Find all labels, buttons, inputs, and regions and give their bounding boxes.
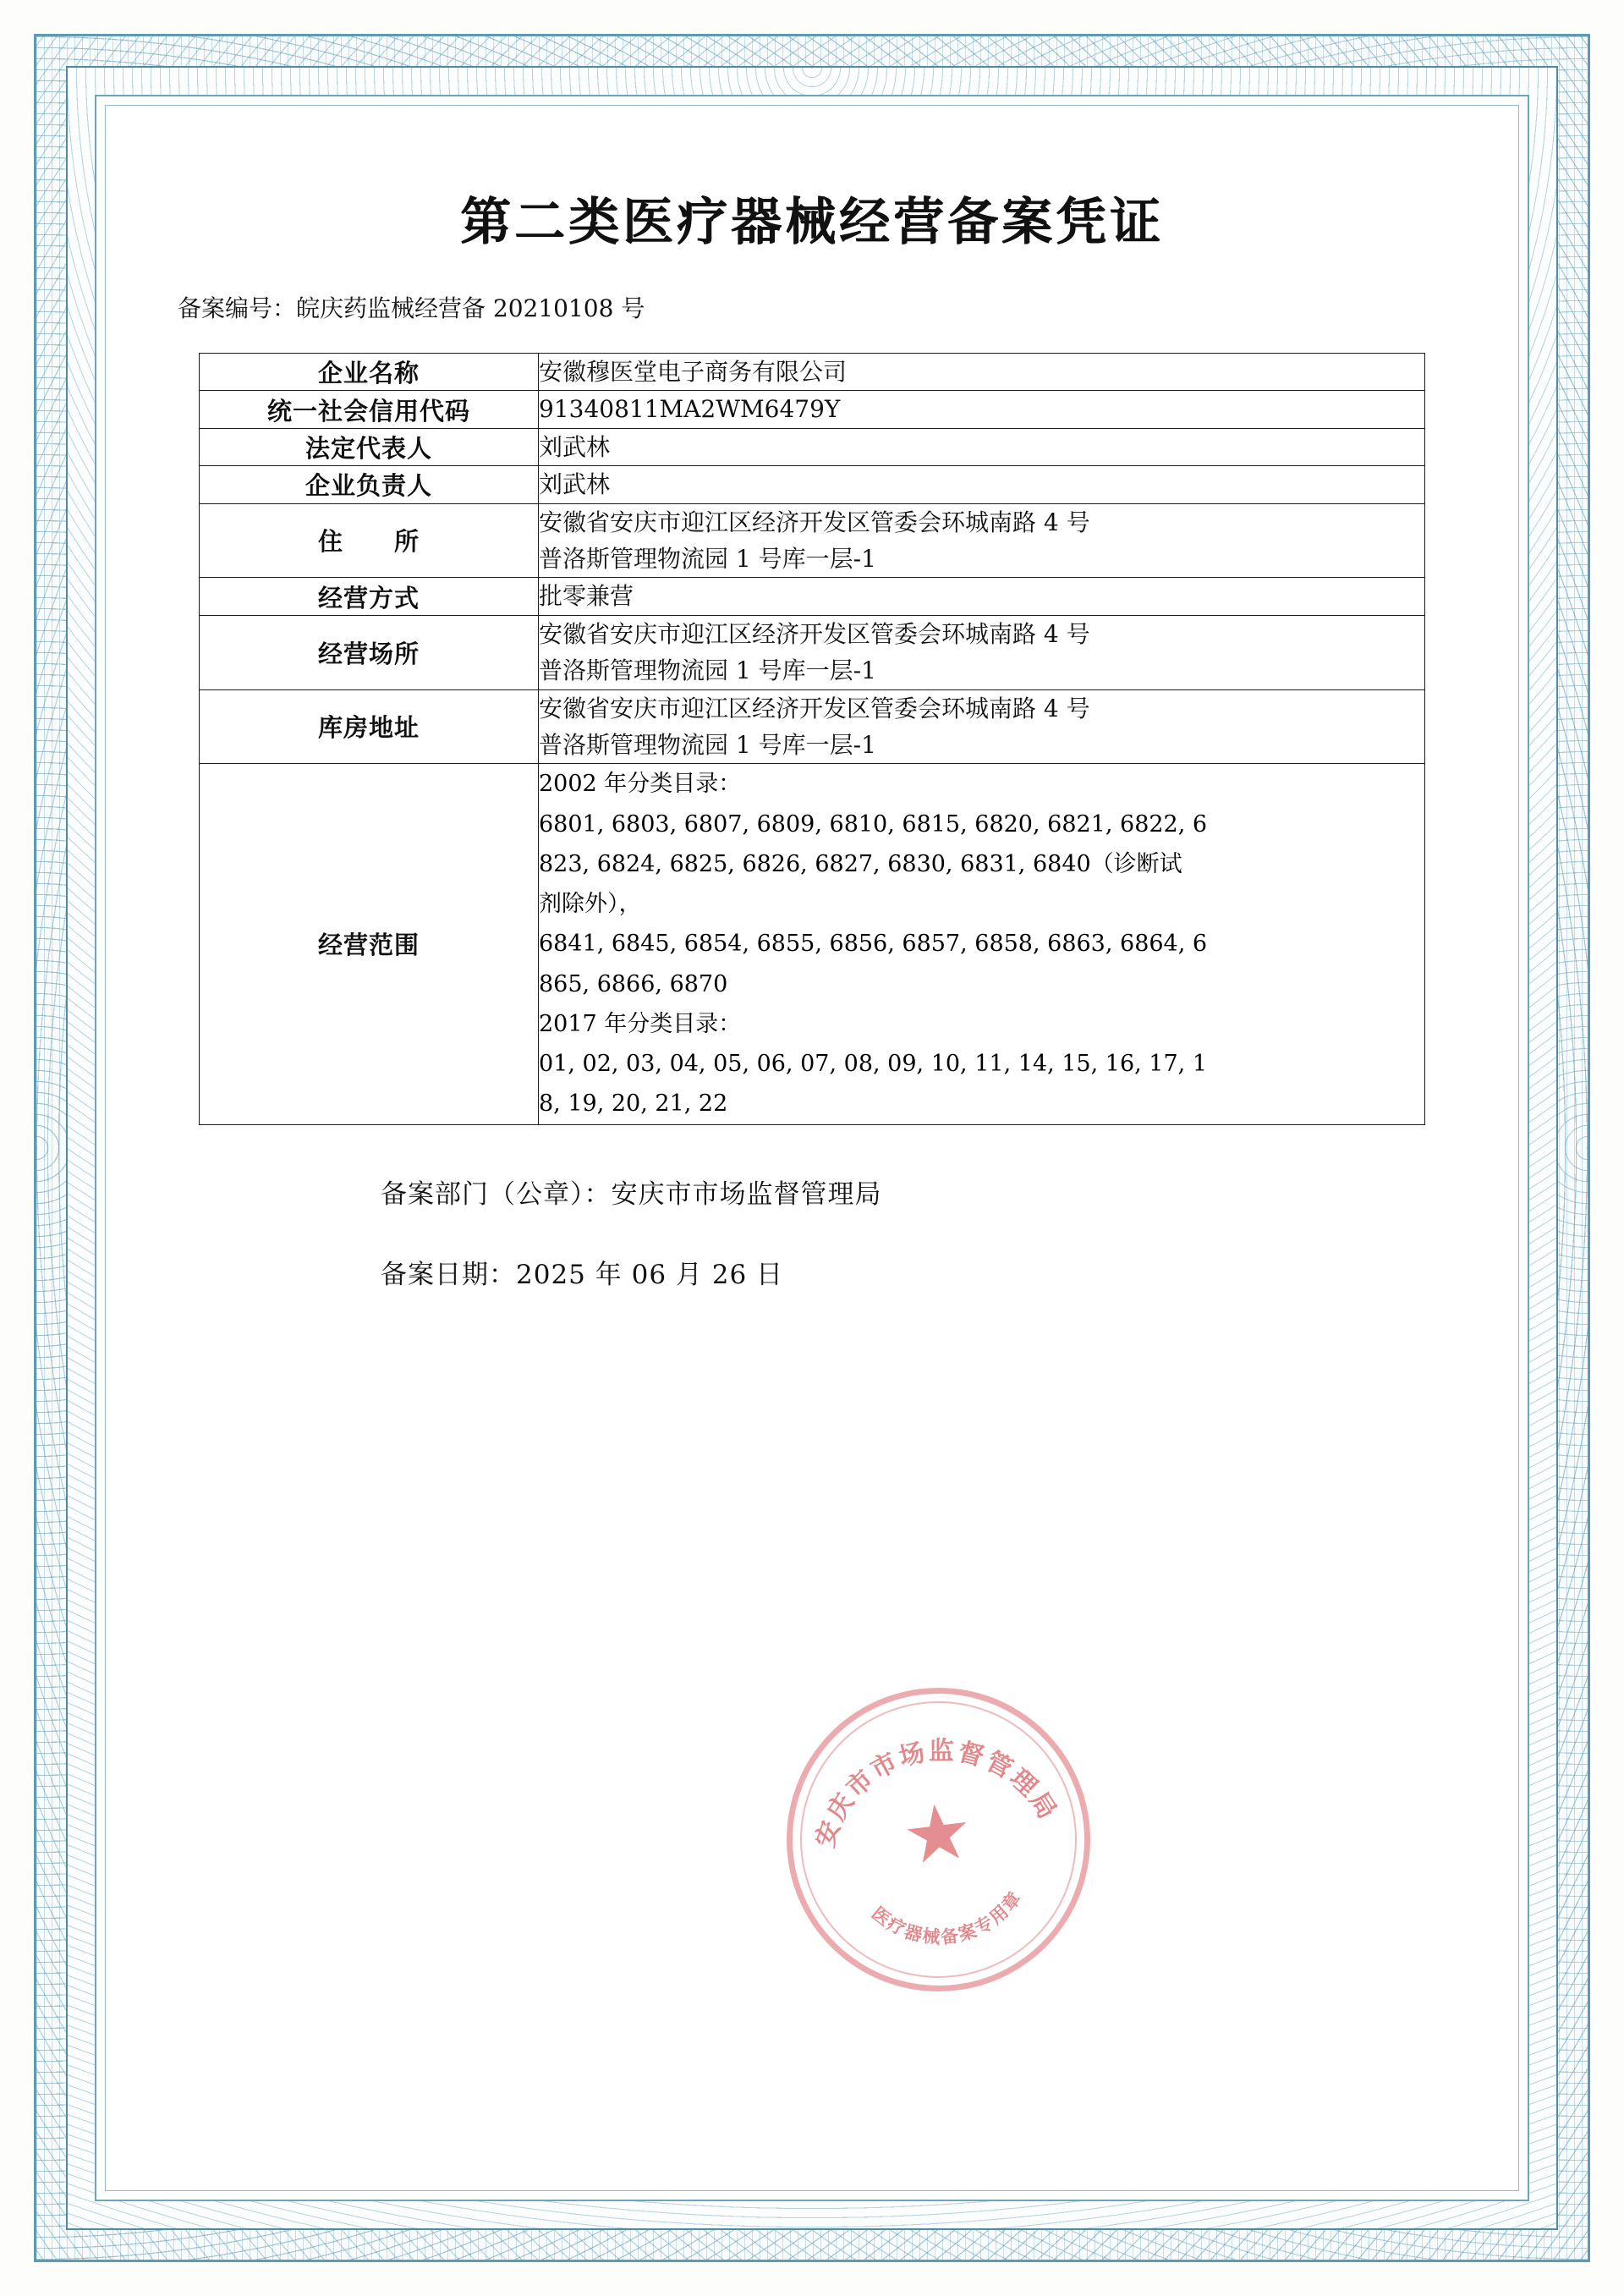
scope-line: 01, 02, 03, 04, 05, 06, 07, 08, 09, 10, 11, 14, 15, 16, 17, 1 <box>539 1051 1208 1078</box>
row-label-legal-representative: 法定代表人 <box>200 428 539 465</box>
seal-top-text-content: 安庆市市场监督管理局 <box>810 1736 1064 1851</box>
row-value-credit-code: 91340811MA2WM6479Y <box>539 391 1425 428</box>
warehouse-address-line-2: 普洛斯管理物流园 1 号库一层-1 <box>539 730 876 759</box>
seal-bottom-text-content: 医疗器械备案专用章 <box>868 1886 1027 1948</box>
row-label-residence: 住 所 <box>200 503 539 578</box>
scope-line: 2017 年分类目录： <box>539 1010 742 1037</box>
record-number-label: 备案编号： <box>178 294 297 322</box>
scope-line: 2002 年分类目录： <box>539 771 742 798</box>
row-label-business-premises: 经营场所 <box>200 615 539 689</box>
table-row <box>200 578 1425 615</box>
scope-line: 剂除外）， <box>539 891 642 918</box>
row-label-warehouse-address: 库房地址 <box>200 689 539 764</box>
warehouse-address-line-1: 安徽省安庆市迎江区经济开发区管委会环城南路 4 号 <box>539 694 1090 722</box>
business-premises-line-2: 普洛斯管理物流园 1 号库一层-1 <box>539 656 876 685</box>
row-value-legal-representative: 刘武林 <box>539 428 1425 465</box>
residence-line-1: 安徽省安庆市迎江区经济开发区管委会环城南路 4 号 <box>539 508 1090 536</box>
table-row <box>200 615 1425 689</box>
certificate-content <box>127 127 1497 2169</box>
page-title: 第二类医疗器械经营备案凭证 <box>460 193 1164 252</box>
row-value-business-premises <box>539 615 1425 689</box>
row-label-enterprise-manager: 企业负责人 <box>200 466 539 503</box>
certificate-footer <box>127 1173 1497 1291</box>
scope-line: 6801, 6803, 6807, 6809, 6810, 6815, 6820, 6821, 6822, 6 <box>539 810 1208 838</box>
scope-line: 6841, 6845, 6854, 6855, 6856, 6857, 6858, 6863, 6864, 6 <box>539 931 1208 958</box>
row-label-company-name: 企业名称 <box>200 354 539 391</box>
table-row <box>200 689 1425 764</box>
row-label-business-mode: 经营方式 <box>200 578 539 615</box>
record-number-value: 皖庆药监械经营备 20210108 号 <box>296 294 645 322</box>
row-value-warehouse-address <box>539 689 1425 764</box>
certificate-table <box>199 353 1425 1125</box>
table-row <box>200 466 1425 503</box>
table-row <box>200 428 1425 465</box>
filing-date: 备案日期：2025 年 06 月 26 日 <box>381 1259 784 1290</box>
scope-line: 823, 6824, 6825, 6826, 6827, 6830, 6831, 6840（诊断试 <box>539 850 1182 877</box>
scope-line: 8, 19, 20, 21, 22 <box>539 1090 728 1118</box>
business-premises-line-1: 安徽省安庆市迎江区经济开发区管委会环城南路 4 号 <box>539 619 1090 648</box>
row-label-business-scope: 经营范围 <box>200 764 539 1124</box>
table-row-scope <box>200 764 1425 1124</box>
table-row <box>200 391 1425 428</box>
filing-department: 备案部门（公章）：安庆市市场监督管理局 <box>381 1178 882 1210</box>
row-value-business-scope <box>539 764 1425 1124</box>
residence-line-2: 普洛斯管理物流园 1 号库一层-1 <box>539 544 876 573</box>
row-value-residence <box>539 503 1425 578</box>
record-number <box>178 290 1497 324</box>
scope-line: 865, 6866, 6870 <box>539 970 728 997</box>
row-value-company-name: 安徽穆医堂电子商务有限公司 <box>539 354 1425 391</box>
table-row <box>200 354 1425 391</box>
row-value-business-mode: 批零兼营 <box>539 578 1425 615</box>
row-label-credit-code: 统一社会信用代码 <box>200 391 539 428</box>
table-row <box>200 503 1425 578</box>
row-value-enterprise-manager: 刘武林 <box>539 466 1425 503</box>
